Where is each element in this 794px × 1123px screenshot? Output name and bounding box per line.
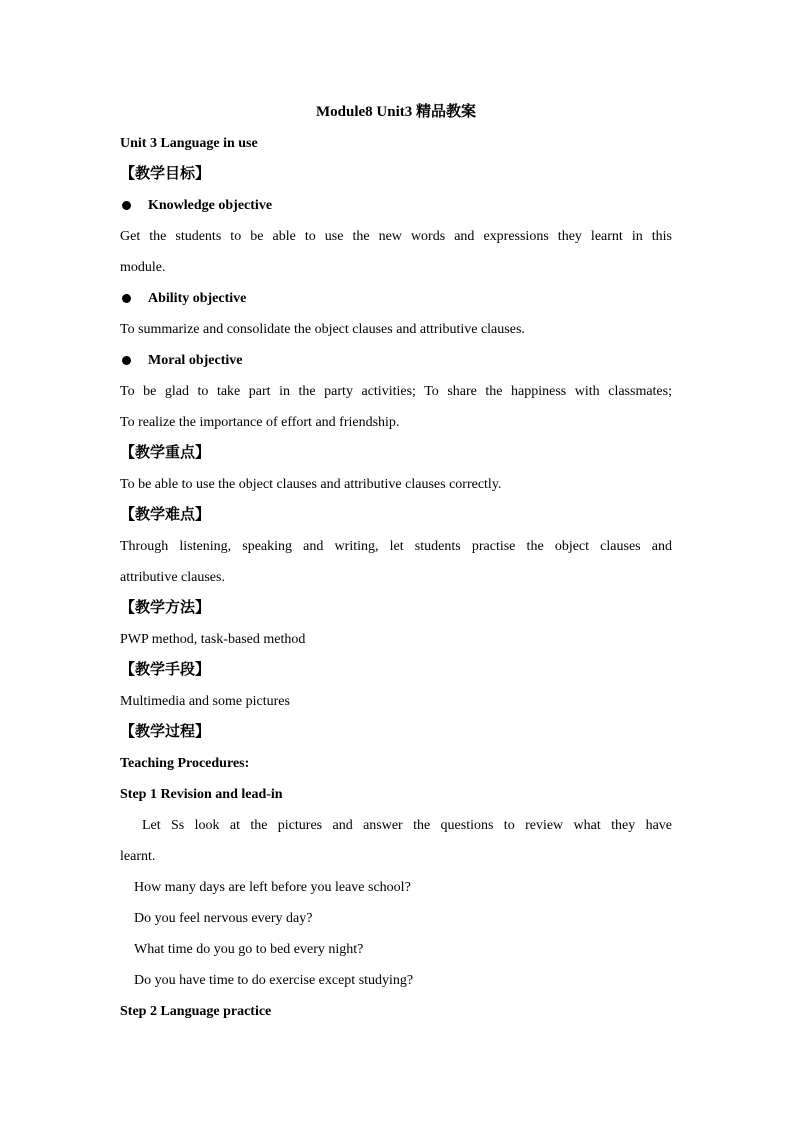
step2-heading: Step 2 Language practice (120, 1004, 272, 1019)
ability-objective-heading (120, 283, 672, 314)
methods-text: PWP method, task-based method (120, 632, 306, 647)
bullet-icon (122, 294, 131, 303)
knowledge-objective-heading (120, 190, 672, 221)
bullet-icon (122, 356, 131, 365)
moral-objective-text-line2: To realize the importance of effort and friendship. (120, 415, 400, 430)
unit-subtitle: Unit 3 Language in use (120, 136, 258, 151)
section-objectives-heading: 【教学目标】 (120, 166, 211, 182)
ability-objective-label: Ability objective (148, 291, 247, 306)
question-item: Do you feel nervous every day? (134, 911, 313, 926)
moral-objective-heading (120, 345, 672, 376)
means-text: Multimedia and some pictures (120, 694, 290, 709)
question-item: Do you have time to do exercise except studying? (134, 973, 414, 988)
key-points-text: To be able to use the object clauses and attributive clauses correctly. (120, 477, 502, 492)
knowledge-objective-label: Knowledge objective (148, 198, 273, 213)
bullet-icon (122, 201, 131, 210)
section-key-points-heading: 【教学重点】 (120, 445, 211, 461)
document-page (120, 98, 672, 1027)
ability-objective-text: To summarize and consolidate the object clauses and attributive clauses. (120, 322, 525, 337)
knowledge-objective-text-line2: module. (120, 260, 166, 275)
section-process-heading: 【教学过程】 (120, 724, 211, 740)
section-methods-heading: 【教学方法】 (120, 600, 211, 616)
difficulties-text-line2: attributive clauses. (120, 570, 225, 585)
question-item: What time do you go to bed every night? (134, 942, 364, 957)
section-difficulties-heading: 【教学难点】 (120, 507, 211, 523)
knowledge-objective-text-line1: Get the students to be able to use the new words and expressions they learnt in this (120, 229, 672, 244)
step1-text-line2: learnt. (120, 849, 156, 864)
step1-heading: Step 1 Revision and lead-in (120, 787, 283, 802)
section-means-heading: 【教学手段】 (120, 662, 211, 678)
moral-objective-label: Moral objective (148, 353, 243, 368)
question-item: How many days are left before you leave school? (134, 880, 411, 895)
teaching-procedures-heading: Teaching Procedures: (120, 756, 250, 771)
step1-text-line1: Let Ss look at the pictures and answer the questions to review what they have (142, 818, 672, 833)
document-title: Module8 Unit3 精品教案 (315, 104, 476, 120)
moral-objective-text-line1: To be glad to take part in the party activities; To share the happiness with classmates; (120, 384, 672, 399)
difficulties-text-line1: Through listening, speaking and writing, let students practise the object clauses and (120, 539, 672, 554)
